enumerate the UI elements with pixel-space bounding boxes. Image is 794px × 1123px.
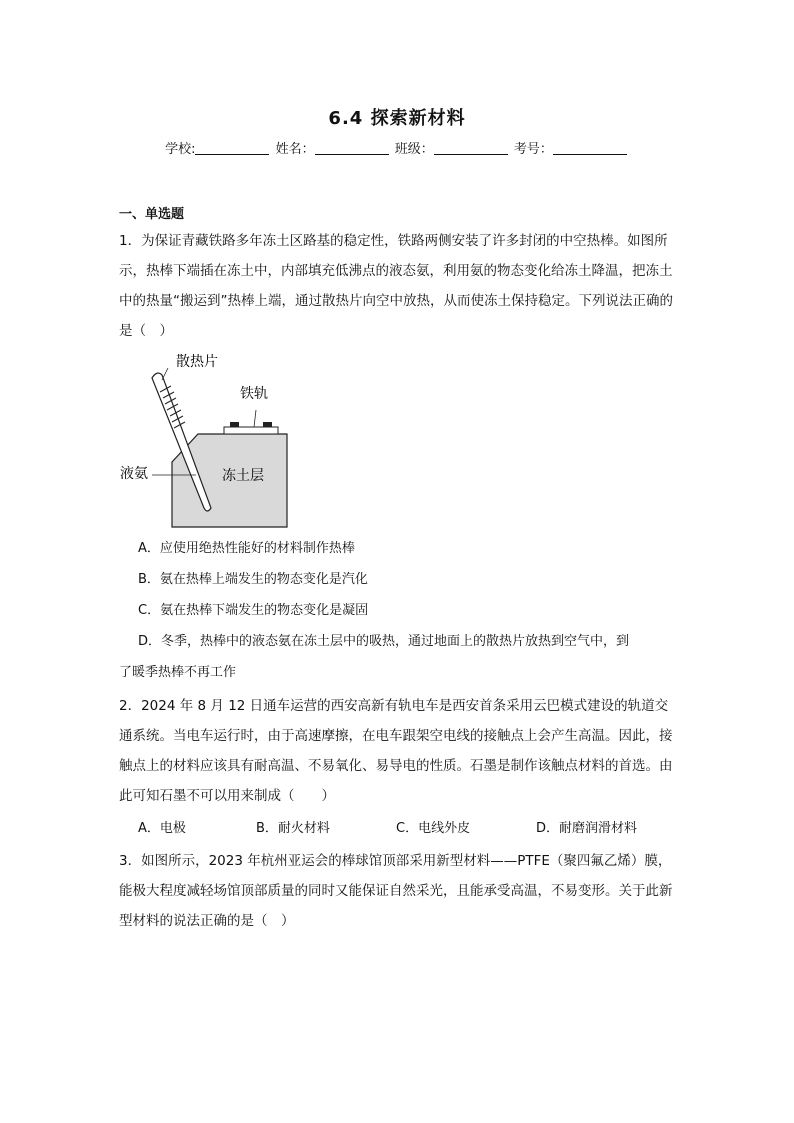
exam-number-blank[interactable] bbox=[553, 140, 627, 155]
rail-base bbox=[224, 427, 278, 434]
school-blank[interactable] bbox=[195, 140, 269, 155]
class-blank[interactable] bbox=[434, 140, 508, 155]
fins-leader bbox=[162, 368, 168, 380]
student-info-line bbox=[0, 138, 794, 157]
school-label: 学校: bbox=[165, 142, 196, 157]
rail-label: 铁轨 bbox=[240, 386, 268, 402]
q2-option-b[interactable]: B．耐火材料 bbox=[256, 821, 330, 836]
q1-option-c[interactable]: C．氨在热棒下端发生的物态变化是凝固 bbox=[138, 603, 369, 618]
liquid-ammonia-label: 液氨 bbox=[120, 466, 148, 482]
name-label: 姓名： bbox=[275, 142, 315, 157]
q2-option-d[interactable]: D．耐磨润滑材料 bbox=[536, 821, 638, 836]
heat-rod-figure bbox=[116, 350, 296, 530]
question-3-stem: 3．如图所示，2023 年杭州亚运会的棒球馆顶部采用新型材料——PTFE（聚四氟乙烯）膜，能极大程度减轻场馆顶部质量的同时又能保证自然采光，且能承受高温，不易变形。关于此新型材料的说法正确的是（ ） bbox=[119, 853, 673, 929]
page-title: 6.4 探索新材料 bbox=[328, 108, 466, 129]
rail-right bbox=[263, 422, 272, 427]
name-blank[interactable] bbox=[315, 140, 389, 155]
section-heading: 一、单选题 bbox=[119, 207, 185, 222]
rail-leader bbox=[254, 410, 256, 427]
fins-label: 散热片 bbox=[176, 354, 218, 370]
q1-option-b[interactable]: B．氨在热棒上端发生的物态变化是汽化 bbox=[138, 572, 368, 587]
q1-option-d[interactable]: D．冬季，热棒中的液态氨在冻土层中的吸热，通过地面上的散热片放热到空气中，到 bbox=[138, 634, 630, 649]
question-1-stem: 1．为保证青藏铁路多年冻土区路基的稳定性，铁路两侧安装了许多封闭的中空热棒。如图所示，热棒下端插在冻土中，内部填充低沸点的液态氨，利用氨的物态变化给冻土降温，把冻土中的热量“搬运到”热棒上端，通过散热片向空中放热，从而使冻土保持稳定。下列说法正确的是（ ） bbox=[119, 233, 673, 339]
q2-options-row bbox=[138, 819, 678, 839]
class-label: 班级： bbox=[394, 142, 434, 157]
q2-option-c[interactable]: C．电线外皮 bbox=[396, 821, 471, 836]
question-2-stem: 2．2024 年 8 月 12 日通车运营的西安高新有轨电车是西安首条采用云巴模式建设的轨道交通系统。当电车运行时，由于高速摩擦，在电车跟架空电线的接触点上会产生高温。因此，接触点上的材料应该具有耐高温、不易氧化、易导电的性质。石墨是制作该触点材料的首选。由此可知石墨不可以用来制成（ ） bbox=[119, 698, 673, 804]
q2-option-a[interactable]: A．电极 bbox=[138, 821, 186, 836]
q1-option-d-continued: 了暖季热棒不再工作 bbox=[119, 665, 237, 680]
exam-number-label: 考号： bbox=[513, 142, 553, 157]
frozen-layer-label: 冻土层 bbox=[222, 468, 264, 484]
q1-option-a[interactable]: A．应使用绝热性能好的材料制作热棒 bbox=[138, 541, 355, 556]
rail-left bbox=[230, 422, 239, 427]
